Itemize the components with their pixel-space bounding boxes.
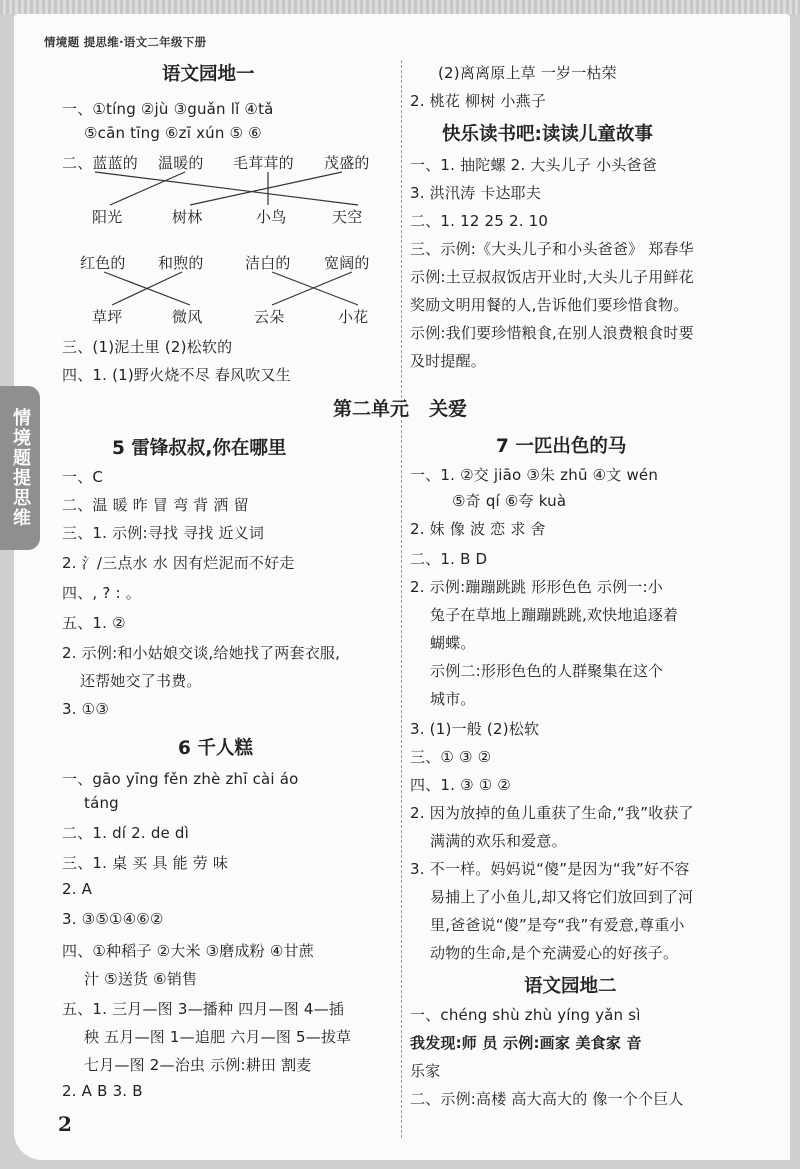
- match2-bottom-2: 微风: [172, 308, 203, 326]
- answer-line: 2. A: [62, 880, 93, 898]
- answer-line: 奖励文明用餐的人,告诉他们要珍惜食物。: [410, 296, 689, 314]
- answer-line: 四、1. (1)野火烧不尽 春风吹又生: [62, 366, 291, 384]
- page-number: 2: [58, 1112, 72, 1136]
- section-title-yuwen-1: 语文园地一: [162, 64, 255, 85]
- answer-line: 我发现:师 员 示例:画家 美食家 音: [410, 1034, 642, 1052]
- match-bottom-1: 阳光: [92, 208, 123, 226]
- answer-line: 五、1. 三月—图 3—播种 四月—图 4—插: [62, 1000, 345, 1018]
- match-top-4: 茂盛的: [324, 154, 370, 172]
- match2-bottom-4: 小花: [338, 308, 369, 326]
- page-header: 情境题 提思维·语文二年级下册: [44, 35, 207, 49]
- answer-line: 3. ③⑤①④⑥②: [62, 910, 164, 928]
- section-title-7: 7 一匹出色的马: [496, 436, 627, 457]
- answer-line: 七月—图 2—治虫 示例:耕田 割麦: [84, 1056, 312, 1074]
- answer-line: 2. 示例:蹦蹦跳跳 形形色色 示例一:小: [410, 578, 663, 596]
- section-title-yuwen-2: 语文园地二: [524, 976, 617, 997]
- answer-line: 3. 洪汛涛 卡达耶夫: [410, 184, 542, 202]
- match-bottom-3: 小鸟: [256, 208, 287, 226]
- answer-line: 里,爸爸说“傻”是夸“我”有爱意,尊重小: [430, 916, 685, 934]
- match2-top-4: 宽阔的: [324, 254, 370, 272]
- answer-line: 2. 氵/三点水 水 因有烂泥而不好走: [62, 554, 295, 572]
- match2-top-1: 红色的: [80, 254, 126, 272]
- answer-line: 三、① ③ ②: [410, 748, 492, 766]
- match-top-1: 二、蓝蓝的: [62, 154, 139, 172]
- answer-line: 二、1. B D: [410, 550, 488, 568]
- answer-line: 及时提醒。: [410, 352, 487, 370]
- answer-line: 三、示例:《大头儿子和小头爸爸》 郑春华: [410, 240, 694, 258]
- answer-line: (2)离离原上草 一岁一枯荣: [438, 64, 617, 82]
- unit-theme: 关爱: [429, 398, 468, 420]
- answer-line: 二、1. dí 2. de dì: [62, 824, 190, 842]
- match2-top-2: 和煦的: [158, 254, 204, 272]
- answer-line: 2. 妹 像 波 恋 求 舍: [410, 520, 546, 538]
- match2-top-3: 洁白的: [245, 254, 291, 272]
- answer-line: táng: [84, 794, 119, 812]
- answer-line: 2. 因为放掉的鱼儿重获了生命,“我”收获了: [410, 804, 694, 822]
- answer-line: 二、温 暖 昨 冒 弯 背 洒 留: [62, 496, 249, 514]
- answer-line: 一、chéng shù zhù yíng yǎn sì: [410, 1006, 641, 1024]
- answer-line: 四、①种稻子 ②大米 ③磨成粉 ④甘蔗: [62, 942, 314, 960]
- section-title-reading: 快乐读书吧:读读儿童故事: [442, 124, 653, 145]
- answer-line: 2. A B 3. B: [62, 1082, 143, 1100]
- answer-line: 满满的欢乐和爱意。: [430, 832, 567, 850]
- answer-line: 三、1. 示例:寻找 寻找 近义词: [62, 524, 265, 542]
- answer-line: 示例:土豆叔叔饭店开业时,大头儿子用鲜花: [410, 268, 694, 286]
- answer-line: 示例二:形形色色的人群聚集在这个: [430, 662, 664, 680]
- match-top-3: 毛茸茸的: [233, 154, 294, 172]
- match-bottom-4: 天空: [332, 208, 363, 226]
- match2-bottom-3: 云朵: [254, 308, 285, 326]
- answer-line: 四、, ? : 。: [62, 584, 141, 602]
- section-title-6: 6 千人糕: [178, 738, 253, 759]
- answer-line: 一、①tíng ②jù ③guǎn lǐ ④tǎ: [62, 100, 274, 118]
- answer-line: 2. 示例:和小姑娘交谈,给她找了两套衣服,: [62, 644, 341, 662]
- answer-line: 蝴蝶。: [430, 634, 476, 652]
- match-top-2: 温暖的: [158, 154, 204, 172]
- answer-line: 三、1. 桌 买 具 能 劳 味: [62, 854, 229, 872]
- unit-heading: [0, 394, 800, 421]
- match-line: [112, 272, 182, 305]
- match-bottom-2: 树林: [172, 208, 203, 226]
- answer-line: 二、1. 12 25 2. 10: [410, 212, 549, 230]
- answer-line: 二、示例:高楼 高大高大的 像一个个巨人: [410, 1090, 684, 1108]
- answer-line: 一、1. ②交 jiāo ③朱 zhū ④文 wén: [410, 466, 659, 484]
- answer-line: 四、1. ③ ① ②: [410, 776, 511, 794]
- answer-line: 2. 桃花 柳树 小燕子: [410, 92, 547, 110]
- answer-line: 城市。: [430, 690, 476, 708]
- answer-line: 三、(1)泥土里 (2)松软的: [62, 338, 233, 356]
- answer-line: 一、1. 抽陀螺 2. 大头儿子 小头爸爸: [410, 156, 657, 174]
- answer-line: 五、1. ②: [62, 614, 126, 632]
- match-line: [110, 172, 185, 205]
- side-tab: 情境题提思维: [0, 386, 40, 550]
- answer-line: 3. (1)一般 (2)松软: [410, 720, 540, 738]
- answer-line: 汁 ⑤送货 ⑥销售: [84, 970, 198, 988]
- match2-bottom-1: 草坪: [92, 308, 123, 326]
- unit-title: 第二单元: [332, 398, 409, 420]
- answer-line: 乐家: [410, 1062, 441, 1080]
- answer-line: 3. ①③: [62, 700, 109, 718]
- section-title-5: 5 雷锋叔叔,你在哪里: [112, 438, 287, 459]
- answer-line: 兔子在草地上蹦蹦跳跳,欢快地追逐着: [430, 606, 679, 624]
- answer-line: 动物的生命,是个充满爱心的好孩子。: [430, 944, 679, 962]
- answer-line: 一、gāo yīng fěn zhè zhī cài áo: [62, 770, 299, 788]
- answer-line: 还帮她交了书费。: [80, 672, 202, 690]
- answer-line: 一、C: [62, 468, 104, 486]
- answer-line: ⑤cān tīng ⑥zī xún ⑤ ⑥: [84, 124, 262, 142]
- answer-line: ⑤奇 qí ⑥夸 kuà: [452, 492, 567, 510]
- answer-line: 示例:我们要珍惜粮食,在别人浪费粮食时要: [410, 324, 694, 342]
- answer-line: 3. 不一样。妈妈说“傻”是因为“我”好不容: [410, 860, 690, 878]
- answer-line: 易捕上了小鱼儿,却又将它们放回到了河: [430, 888, 694, 906]
- answer-line: 秧 五月—图 1—追肥 六月—图 5—拔草: [84, 1028, 352, 1046]
